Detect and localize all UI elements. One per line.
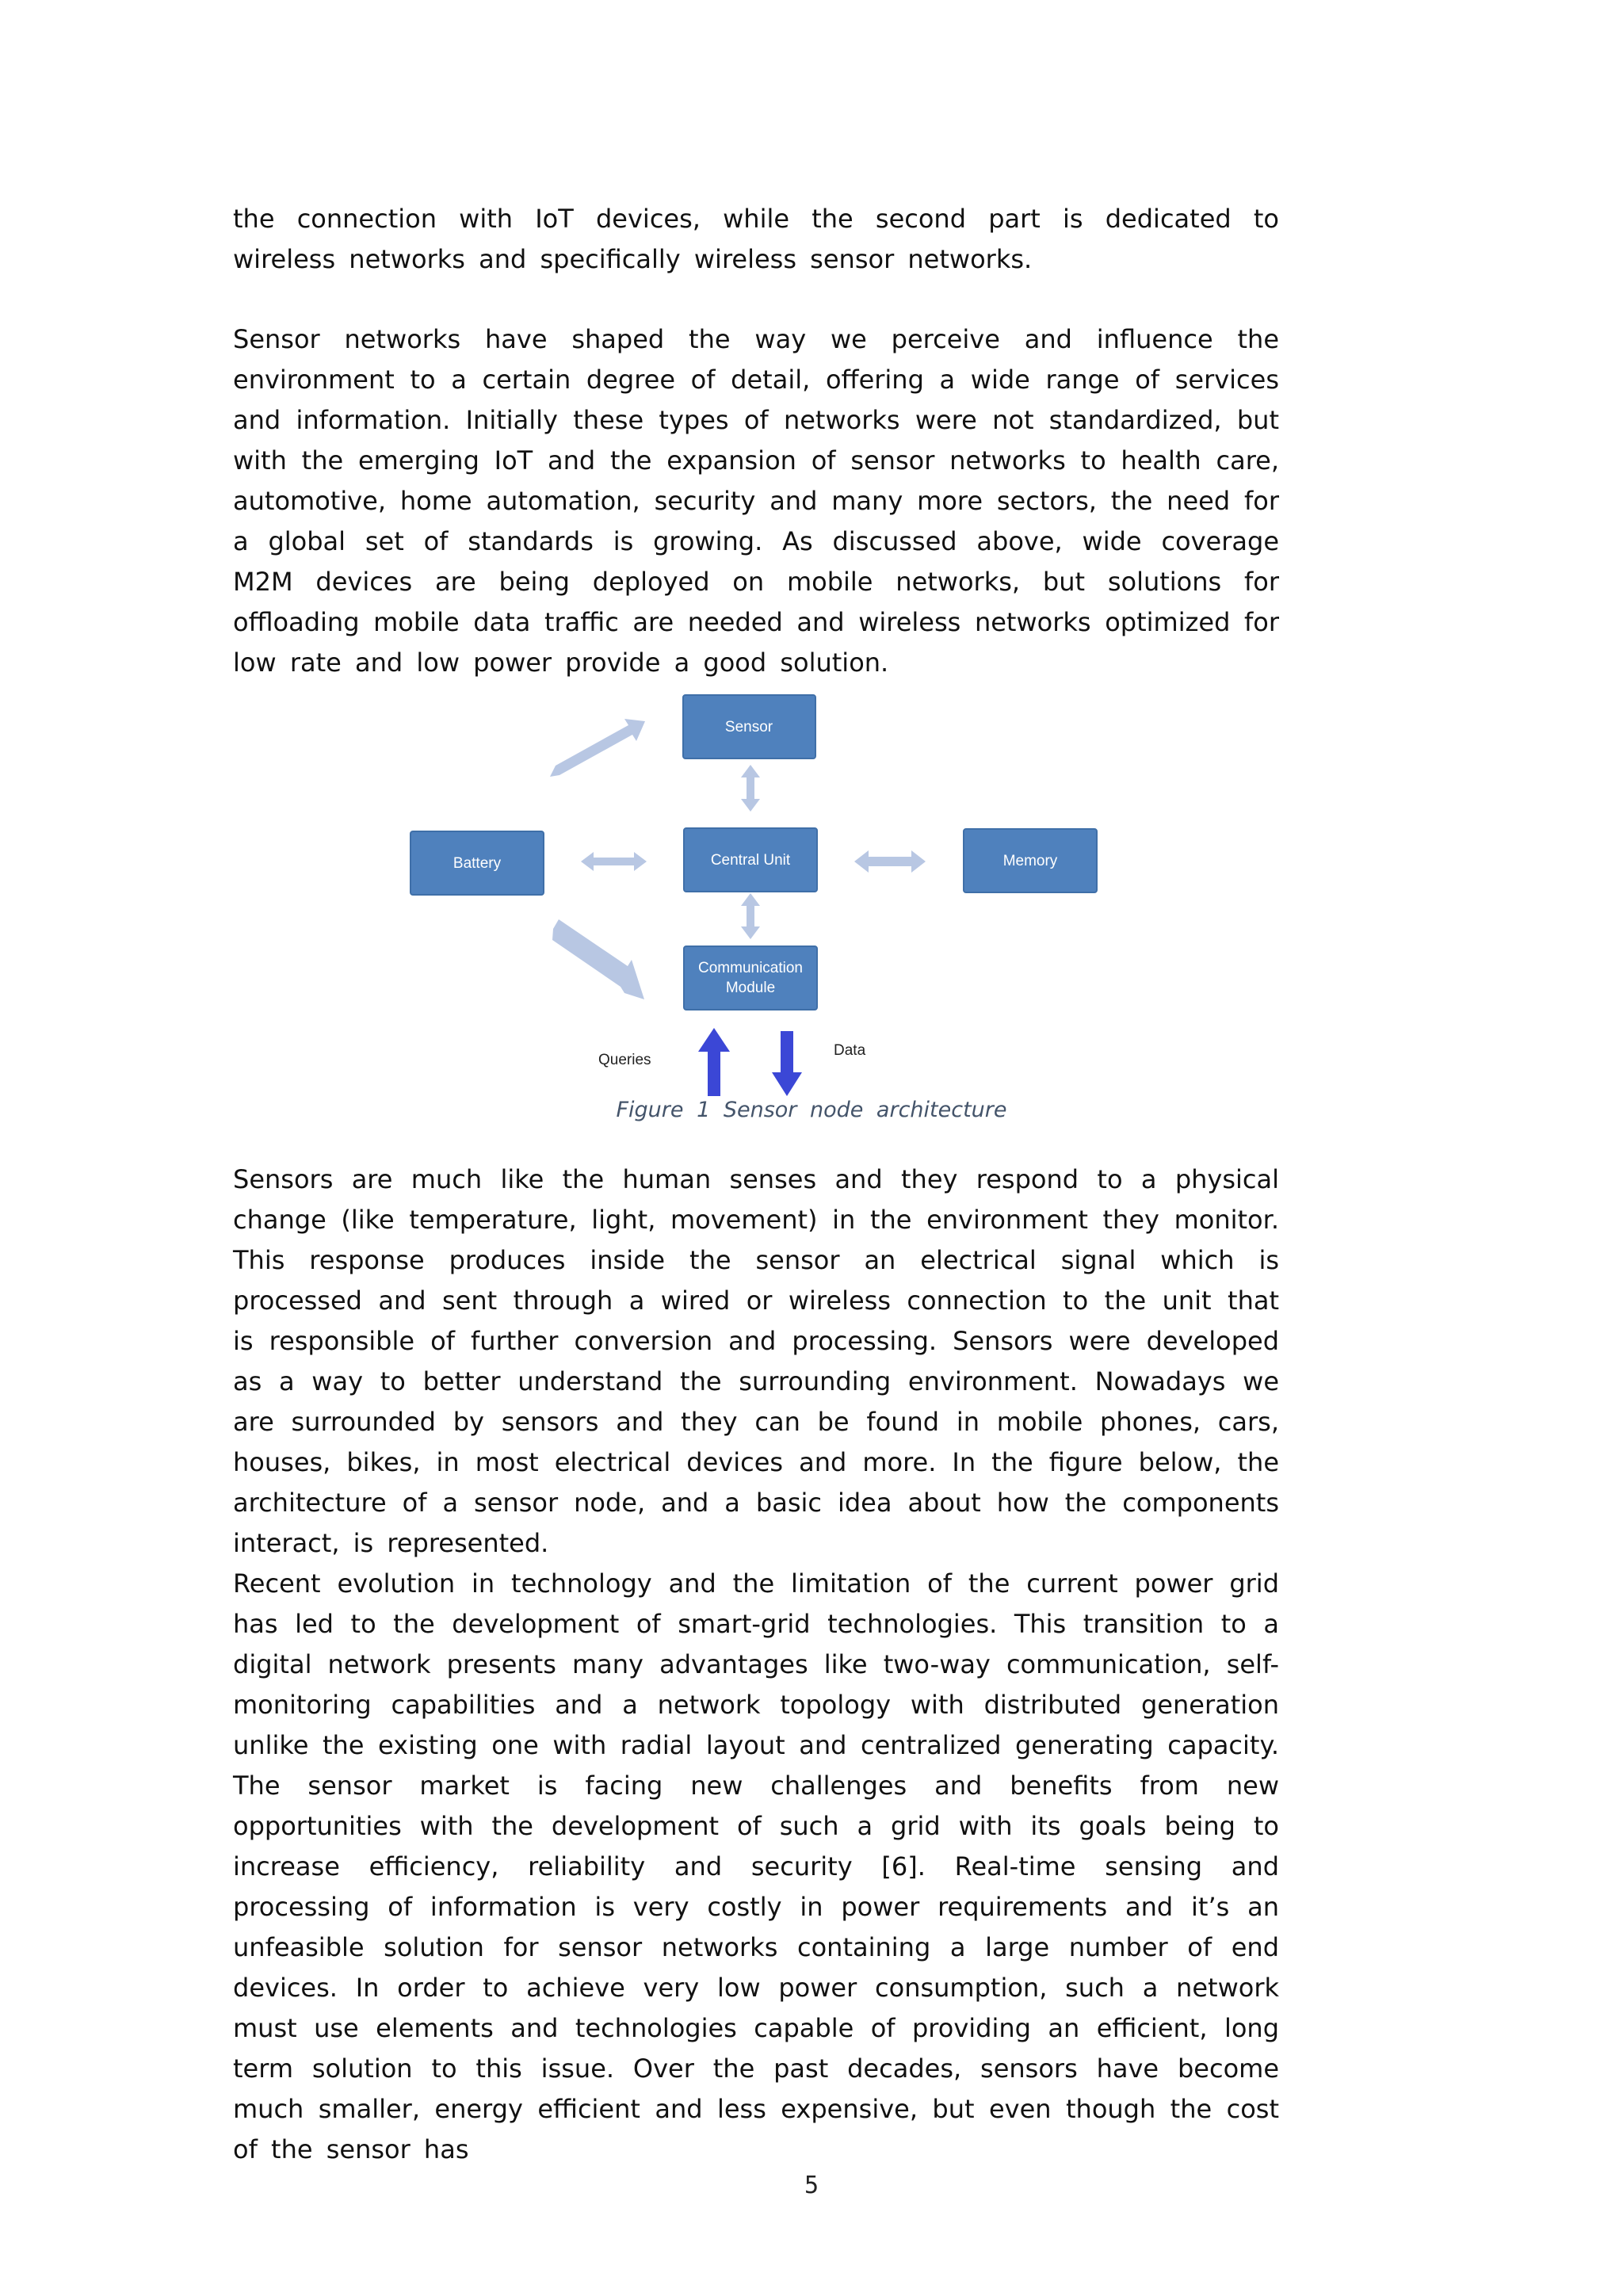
- battery-communication-arrow: [552, 919, 644, 999]
- figure-caption: Figure 1 Sensor node architecture: [616, 1098, 1007, 1122]
- memory-node-label: Memory: [1002, 853, 1058, 869]
- body-paragraph: Recent evolution in technology and the limitation of the current power grid has led to the development of smart-grid technologies. This transition to a digital network presents many advantages like two-way communication, self-monitoring capabilities and a network topology with distributed generation unlike the existing one with radial layout and centralized generating capacity. The sensor market is facing new challenges and benefits from new opportunities with the development of such a grid with its goals being to increase efficiency, reliability and security [6]. Real-time sensing and processing of information is very costly in power requirements and it’s an unfeasible solution for sensor networks containing a large number of end devices. In order to achieve very low power consumption, such a network must use elements and technologies capable of providing an efficient, long term solution to this issue. Over the past decades, sensors have become much smaller, energy efficient and less expensive, but even though the cost of the sensor has: [233, 1568, 1279, 2164]
- central-communication-arrow: [741, 893, 760, 939]
- central-unit-node: [684, 828, 817, 892]
- data-arrow: [772, 1031, 802, 1096]
- sensor-node-label: Sensor: [724, 719, 773, 735]
- communication-module-label-line1: Communication: [698, 960, 803, 976]
- battery-node: [411, 831, 544, 895]
- page-number: 5: [804, 2172, 819, 2199]
- sensor-node-architecture-figure: [396, 678, 1109, 1106]
- central-memory-arrow: [854, 850, 926, 873]
- body-paragraph: the connection with IoT devices, while the second part is dedicated to wireless networks and specifically wireless sensor networks.: [233, 204, 1279, 274]
- memory-node: [964, 829, 1097, 892]
- battery-central-arrow: [581, 852, 647, 871]
- body-paragraph: Sensors are much like the human senses and they respond to a physical change (like temperature, light, movement) in the environment they monitor. This response produces inside the sensor an electrical signal which is processed and sent through a wired or wireless connection to the unit that is responsible of further conversion and processing. Sensors were developed as a way to better understand the surrounding environment. Nowadays we are surrounded by sensors and they can be found in mobile phones, cars, houses, bikes, in most electrical devices and more. In the figure below, the architecture of a sensor node, and a basic idea about how the components interact, is represented.: [233, 1164, 1279, 1558]
- battery-node-label: Battery: [453, 855, 502, 872]
- sensor-central-arrow: [741, 765, 760, 812]
- sensor-node: [683, 695, 815, 758]
- queries-label: Queries: [598, 1052, 651, 1068]
- body-paragraph: Sensor networks have shaped the way we perceive and influence the environment to a certain degree of detail, offering a wide range of services and information. Initially these types of networks were not standardized, but with the emerging IoT and the expansion of sensor networks to health care, automotive, home automation, security and many more sectors, the need for a global set of standards is growing. As discussed above, wide coverage M2M devices are being deployed on mobile networks, but solutions for offloading mobile data traffic are needed and wireless networks optimized for low rate and low power provide a good solution.: [233, 324, 1279, 678]
- battery-sensor-arrow: [550, 719, 645, 777]
- queries-arrow: [698, 1028, 730, 1096]
- communication-module-label-line2: Module: [725, 980, 776, 996]
- architecture-diagram: [396, 678, 1109, 1106]
- communication-module-node: [684, 946, 817, 1010]
- central-unit-node-label: Central Unit: [710, 852, 791, 869]
- data-label: Data: [834, 1042, 866, 1059]
